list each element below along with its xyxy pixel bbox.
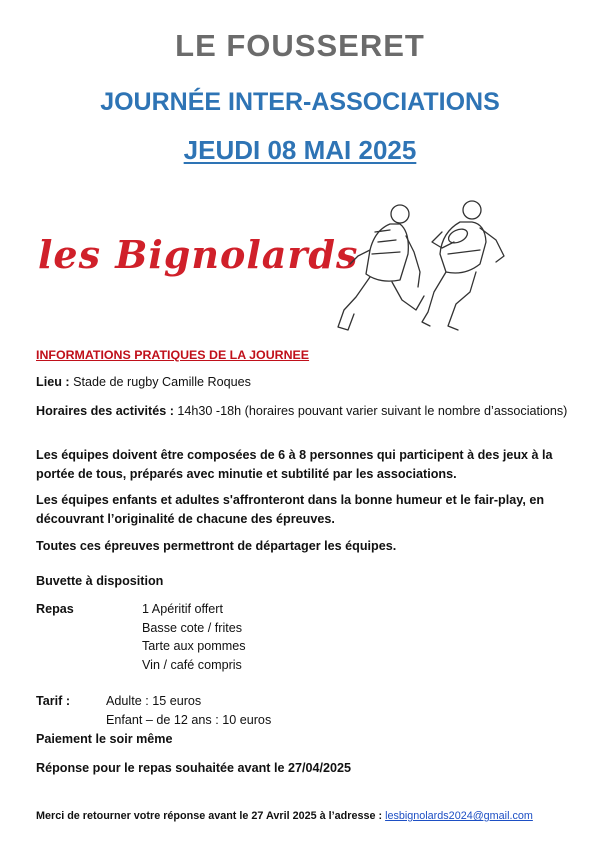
tarif-label: Tarif : [36, 694, 71, 708]
horaires-line [36, 402, 571, 421]
tarif-values [106, 692, 271, 730]
menu-item: Basse cote / frites [142, 620, 243, 635]
menu-item: Tarte aux pommes [142, 639, 246, 653]
event-date-text: JEUDI 08 MAI 2025 [183, 135, 417, 165]
info-heading: INFORMATIONS PRATIQUES DE LA JOURNEE [36, 348, 310, 362]
tarif-adulte: Adulte : 15 euros [106, 694, 202, 708]
paiement-line: Paiement le soir même [36, 732, 173, 746]
lieu-value: Stade de rugby Camille Roques [69, 375, 251, 389]
reponse-line: Réponse pour le repas souhaitée avant le 27/04/2025 [36, 761, 351, 775]
fairplay-paragraph: Les équipes enfants et adultes s'affronteront dans la bonne humeur et le fair-play, en découvrant l’originalité de chacune des épreuves. [36, 493, 545, 526]
horaires-label: Horaires des activités : [36, 404, 174, 418]
footer-text: Merci de retourner votre réponse avant le 27 Avril 2025 à l’adresse : [36, 810, 386, 822]
epreuves-paragraph: Toutes ces épreuves permettront de départager les équipes. [36, 539, 397, 553]
repas-menu [142, 600, 246, 674]
event-title: JOURNÉE INTER-ASSOCIATIONS [100, 88, 500, 116]
defender-figure [338, 205, 424, 330]
email-link[interactable]: lesbignolards2024@gmail.com [385, 810, 533, 822]
bignolards-logo: les Bignolards [38, 232, 359, 277]
town-title: LE FOUSSERET [175, 28, 425, 63]
repas-label: Repas [36, 602, 74, 616]
runner-figure [422, 201, 504, 330]
event-date [0, 135, 600, 166]
footer-note [36, 810, 533, 822]
buvette-line: Buvette à disposition [36, 574, 164, 588]
teams-paragraph: Les équipes doivent être composées de 6 à 8 personnes qui participent à des jeux à la portée de tous, préparés avec minutie et subtilité par les associations. [36, 448, 553, 481]
menu-item: 1 Apéritif offert [142, 602, 223, 616]
tarif-enfant: Enfant – de 12 ans : 10 euros [106, 713, 272, 727]
rugby-players-icon [330, 192, 515, 342]
horaires-value: 14h30 -18h (horaires pouvant varier suivant le nombre d’associations) [173, 404, 568, 418]
lieu-label: Lieu : [36, 375, 70, 389]
menu-item: Vin / café compris [142, 657, 242, 672]
lieu-line [36, 373, 571, 392]
